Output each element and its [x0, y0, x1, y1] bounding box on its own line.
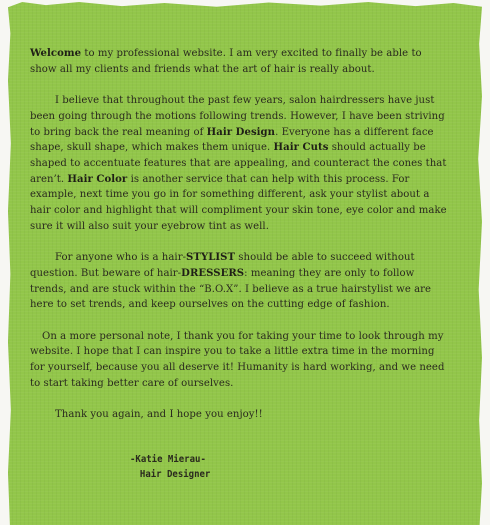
- thanks-line: Thank you again, and I hope you enjoy!!: [55, 409, 263, 421]
- signature-title: Hair Designer: [139, 469, 211, 480]
- design-text-2: . Everyone has a different face shape, skull shape, which makes them unique.: [30, 126, 434, 154]
- hair-design-term: Hair Design: [206, 126, 276, 138]
- design-text-3: should actually be shaped to accentuate features that are appealing, and counteract the cones that aren’t.: [30, 142, 447, 185]
- stylist-text-3: : meaning they are only to follow trends, and are stuck within the “B.O.X”. I believe as a true hairstylist we are here to set trends, and keep ourselves on the cutting edge of fashion.: [30, 267, 432, 311]
- design-text-4: is another service that can help with this process. For example, next time you go in for something different, ask your stylist about a hair color and highlight that will compliment your skin tone, eye color and make sure it will also suit your eyebrow tint as well.: [30, 173, 447, 232]
- stylist-term: STYLIST: [186, 252, 236, 264]
- welcome-paragraph: [30, 46, 450, 77]
- signature-name: -Katie Mierau-: [130, 454, 206, 465]
- hair-design-paragraph: [30, 93, 450, 234]
- stylist-text-2: should be able to succeed without question. But beware of hair-: [30, 252, 415, 279]
- hair-cuts-term: Hair Cuts: [273, 142, 329, 154]
- letter-body: [30, 46, 450, 435]
- personal-paragraph: On a more personal note, I thank you for taking your time to look through my website. I hope that I can inspire you to take a little extra time in the morning for yourself, because you all deserve it! Humanity is hard working, and we need to start taking better care of ourselves.: [30, 330, 445, 389]
- stylist-paragraph: [30, 250, 450, 313]
- signature-block: [130, 452, 210, 482]
- hair-color-term: Hair Color: [67, 173, 128, 185]
- welcome-lead: Welcome: [30, 48, 82, 59]
- stylist-text-1: For anyone who is a hair-: [55, 252, 187, 264]
- welcome-text: to my professional website. I am very excited to finally be able to show all my clients and friends what the art of hair is really about.: [30, 48, 422, 75]
- design-text-1: I believe that throughout the past few years, salon hairdressers have just been going through the motions following trends. However, I have been striving to bring back the real meaning of: [30, 95, 445, 138]
- dressers-term: DRESSERS: [181, 267, 245, 279]
